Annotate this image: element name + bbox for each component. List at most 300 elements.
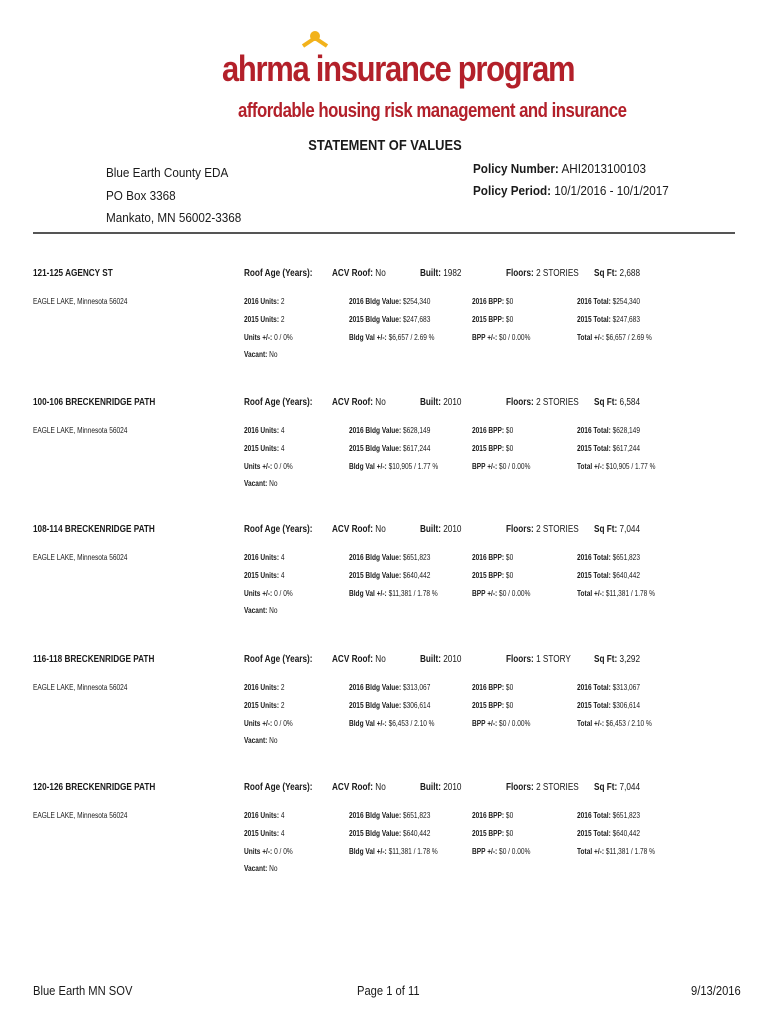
year-built [420, 524, 461, 535]
acv-roof [332, 397, 386, 408]
units-change-label: Units +/-: [244, 847, 273, 856]
units-2015-value: 4 [280, 444, 285, 453]
square-feet [594, 268, 640, 279]
acv-roof-value: No [375, 397, 386, 408]
bldg-value-change [349, 847, 438, 856]
policy-period: 10/1/2016 - 10/1/2017 [554, 183, 669, 198]
location-block [0, 397, 770, 523]
total-2015-value: $247,683 [612, 315, 640, 324]
bpp-2015-value: $0 [505, 444, 514, 453]
square-feet [594, 397, 640, 408]
logo-brand-text: ahrma insurance program [222, 48, 575, 89]
units-change [244, 333, 293, 342]
location-name-value: 120-126 BRECKENRIDGE PATH [33, 782, 156, 793]
bldg-value-change-label: Bldg Val +/-: [349, 589, 387, 598]
bpp-change-label: BPP +/-: [472, 719, 498, 728]
units-2015-label: 2015 Units: [244, 829, 280, 838]
insured-address-line2: Mankato, MN 56002-3368 [106, 210, 242, 225]
floors-label: Floors: [506, 524, 534, 535]
roof-age [244, 654, 312, 665]
location-block [0, 654, 770, 780]
total-2016-label: 2016 Total: [577, 683, 611, 692]
location-city-value: EAGLE LAKE, Minnesota 56024 [33, 297, 128, 306]
units-2016-value: 4 [280, 553, 285, 562]
units-2016-label: 2016 Units: [244, 297, 280, 306]
floors [506, 397, 579, 408]
total-change-label: Total +/-: [577, 333, 605, 342]
units-2016 [244, 426, 284, 435]
bpp-2015-value: $0 [505, 315, 514, 324]
bpp-change-value: $0 / 0.00% [499, 333, 531, 342]
bldg-value-2016-label: 2016 Bldg Value: [349, 553, 402, 562]
footer-document-name: Blue Earth MN SOV [33, 983, 133, 998]
acv-roof [332, 782, 386, 793]
bpp-2015 [472, 829, 513, 838]
roof-age [244, 782, 312, 793]
units-2015-value: 2 [280, 315, 285, 324]
location-name-value: 108-114 BRECKENRIDGE PATH [33, 524, 155, 535]
year-built-value: 2010 [443, 397, 462, 408]
location-name [33, 654, 154, 665]
acv-roof [332, 268, 386, 279]
bpp-2015 [472, 315, 513, 324]
bpp-change-value: $0 / 0.00% [499, 719, 531, 728]
bpp-2016-value: $0 [505, 426, 514, 435]
total-2016 [577, 297, 640, 306]
roof-age-label: Roof Age (Years): [244, 782, 313, 793]
total-2015 [577, 829, 640, 838]
bldg-value-2016 [349, 683, 430, 692]
bpp-change [472, 847, 530, 856]
bpp-2015 [472, 701, 513, 710]
header-divider [33, 232, 735, 234]
vacant-value: No [269, 736, 278, 745]
bldg-value-2015 [349, 571, 430, 580]
bpp-2016-label: 2016 BPP: [472, 426, 505, 435]
location-city-value: EAGLE LAKE, Minnesota 56024 [33, 683, 128, 692]
acv-roof-value: No [375, 268, 386, 279]
units-2015 [244, 571, 284, 580]
location-city-value: EAGLE LAKE, Minnesota 56024 [33, 426, 128, 435]
bldg-value-change-value: $11,381 / 1.78 % [388, 589, 438, 598]
roof-age [244, 524, 312, 535]
total-change-value: $6,657 / 2.69 % [605, 333, 652, 342]
bpp-2015-value: $0 [505, 701, 514, 710]
acv-roof-label: ACV Roof: [332, 268, 373, 279]
units-2015 [244, 315, 284, 324]
units-2015 [244, 829, 284, 838]
floors-value: 2 STORIES [536, 397, 579, 408]
bldg-value-2016 [349, 297, 430, 306]
total-2016-label: 2016 Total: [577, 811, 611, 820]
total-2016 [577, 426, 640, 435]
location-city [33, 811, 127, 820]
roof-age-label: Roof Age (Years): [244, 654, 313, 665]
bpp-change-label: BPP +/-: [472, 462, 498, 471]
bldg-value-change-value: $6,657 / 2.69 % [388, 333, 435, 342]
bpp-change-value: $0 / 0.00% [499, 847, 531, 856]
policy-period-row [473, 180, 669, 202]
total-2015-value: $640,442 [612, 571, 640, 580]
units-2016 [244, 297, 284, 306]
total-2015 [577, 315, 640, 324]
square-feet-label: Sq Ft: [594, 268, 618, 279]
total-2016-label: 2016 Total: [577, 553, 611, 562]
year-built-label: Built: [420, 397, 441, 408]
total-2015-label: 2015 Total: [577, 701, 611, 710]
floors-label: Floors: [506, 782, 534, 793]
units-change-value: 0 / 0% [274, 462, 293, 471]
square-feet-label: Sq Ft: [594, 397, 618, 408]
bpp-2015-label: 2015 BPP: [472, 829, 505, 838]
units-2016-value: 4 [280, 811, 285, 820]
location-city [33, 683, 127, 692]
bldg-value-2015-value: $306,614 [402, 701, 431, 710]
insured-name: Blue Earth County EDA [106, 165, 229, 180]
units-change [244, 589, 293, 598]
total-change-value: $10,905 / 1.77 % [605, 462, 656, 471]
location-name-value: 100-106 BRECKENRIDGE PATH [33, 397, 156, 408]
bpp-2015-label: 2015 BPP: [472, 444, 505, 453]
total-2016-label: 2016 Total: [577, 297, 611, 306]
floors-label: Floors: [506, 397, 534, 408]
location-block [0, 524, 770, 650]
bpp-2016 [472, 426, 513, 435]
square-feet-label: Sq Ft: [594, 524, 618, 535]
units-2016-label: 2016 Units: [244, 811, 280, 820]
square-feet-label: Sq Ft: [594, 654, 618, 665]
policy-number: AHI2013100103 [561, 161, 647, 176]
bldg-value-2015 [349, 829, 430, 838]
bpp-change [472, 589, 530, 598]
vacant-label: Vacant: [244, 479, 268, 488]
total-change-value: $6,453 / 2.10 % [605, 719, 652, 728]
policy-info [473, 158, 691, 202]
bpp-2016 [472, 297, 513, 306]
bldg-value-2015-label: 2015 Bldg Value: [349, 571, 402, 580]
location-name [33, 268, 113, 279]
year-built-value: 2010 [443, 654, 462, 665]
total-2015 [577, 701, 640, 710]
bldg-value-2016-label: 2016 Bldg Value: [349, 683, 402, 692]
vacant [244, 479, 278, 488]
units-2015-value: 2 [280, 701, 285, 710]
bldg-value-2015-value: $617,244 [402, 444, 431, 453]
total-2015-label: 2015 Total: [577, 829, 611, 838]
bpp-2016-value: $0 [505, 811, 514, 820]
location-city-value: EAGLE LAKE, Minnesota 56024 [33, 811, 128, 820]
ahrma-logo [222, 30, 627, 126]
bpp-change [472, 462, 530, 471]
total-2015 [577, 571, 640, 580]
units-change-label: Units +/-: [244, 333, 273, 342]
square-feet [594, 524, 640, 535]
year-built-label: Built: [420, 782, 441, 793]
bpp-2016-value: $0 [505, 553, 514, 562]
total-2015-label: 2015 Total: [577, 315, 611, 324]
bldg-value-2015-label: 2015 Bldg Value: [349, 444, 402, 453]
location-name-value: 116-118 BRECKENRIDGE PATH [33, 654, 155, 665]
bldg-value-change-label: Bldg Val +/-: [349, 333, 387, 342]
square-feet-value: 3,292 [619, 654, 641, 665]
units-2016-value: 4 [280, 426, 285, 435]
vacant-value: No [269, 606, 278, 615]
year-built-value: 2010 [443, 782, 462, 793]
bldg-value-2016 [349, 553, 430, 562]
bpp-2016-label: 2016 BPP: [472, 297, 505, 306]
vacant-value: No [269, 350, 278, 359]
year-built-label: Built: [420, 654, 441, 665]
insured-address-line1: PO Box 3368 [106, 187, 176, 203]
bldg-value-2015-label: 2015 Bldg Value: [349, 315, 402, 324]
total-2015-label: 2015 Total: [577, 444, 611, 453]
bldg-value-2015-label: 2015 Bldg Value: [349, 829, 402, 838]
total-change [577, 847, 655, 856]
bldg-value-change-label: Bldg Val +/-: [349, 462, 387, 471]
location-city-value: EAGLE LAKE, Minnesota 56024 [33, 553, 128, 562]
total-change-value: $11,381 / 1.78 % [605, 589, 655, 598]
units-change-value: 0 / 0% [274, 719, 293, 728]
roof-age [244, 268, 312, 279]
year-built [420, 268, 461, 279]
location-name-value: 121-125 AGENCY ST [33, 268, 113, 279]
roof-age-label: Roof Age (Years): [244, 524, 313, 535]
bldg-value-change-value: $6,453 / 2.10 % [388, 719, 435, 728]
units-2016-label: 2016 Units: [244, 683, 280, 692]
house-figure-icon [300, 30, 330, 70]
bldg-value-2015-value: $640,442 [402, 829, 431, 838]
total-2016 [577, 811, 640, 820]
policy-number-label: Policy Number: [473, 161, 559, 176]
units-2015-label: 2015 Units: [244, 701, 280, 710]
square-feet-value: 6,584 [619, 397, 641, 408]
vacant [244, 606, 278, 615]
units-2016-label: 2016 Units: [244, 426, 280, 435]
year-built [420, 654, 461, 665]
bpp-change-value: $0 / 0.00% [499, 462, 531, 471]
units-2016-value: 2 [280, 297, 285, 306]
bldg-value-2015-value: $247,683 [402, 315, 431, 324]
total-change-label: Total +/-: [577, 462, 605, 471]
units-change [244, 462, 293, 471]
units-change-value: 0 / 0% [274, 847, 293, 856]
footer-page-number: Page 1 of 11 [357, 983, 420, 998]
units-2016 [244, 811, 284, 820]
units-2015-label: 2015 Units: [244, 315, 280, 324]
bldg-value-change [349, 462, 438, 471]
bldg-value-2016 [349, 811, 430, 820]
total-change-label: Total +/-: [577, 847, 605, 856]
policy-number-row [473, 158, 669, 180]
acv-roof-value: No [375, 782, 386, 793]
square-feet [594, 654, 640, 665]
bpp-2015-label: 2015 BPP: [472, 315, 505, 324]
vacant [244, 350, 278, 359]
bldg-value-2016-value: $651,823 [402, 811, 431, 820]
bldg-value-change-value: $11,381 / 1.78 % [388, 847, 438, 856]
bpp-2016 [472, 811, 513, 820]
units-2015 [244, 444, 284, 453]
units-2016 [244, 553, 284, 562]
page-title: STATEMENT OF VALUES [308, 137, 462, 154]
bldg-value-change-label: Bldg Val +/-: [349, 847, 387, 856]
square-feet-label: Sq Ft: [594, 782, 618, 793]
units-2015-label: 2015 Units: [244, 444, 280, 453]
bldg-value-change [349, 589, 438, 598]
bldg-value-2015 [349, 315, 430, 324]
floors [506, 654, 571, 665]
bldg-value-2016-label: 2016 Bldg Value: [349, 811, 402, 820]
floors-label: Floors: [506, 268, 534, 279]
bldg-value-change-label: Bldg Val +/-: [349, 719, 387, 728]
roof-age [244, 397, 312, 408]
total-2015-value: $640,442 [612, 829, 640, 838]
bpp-2016-label: 2016 BPP: [472, 683, 505, 692]
total-change-label: Total +/-: [577, 589, 605, 598]
bldg-value-2015 [349, 701, 430, 710]
square-feet-value: 7,044 [619, 782, 641, 793]
bldg-value-change-value: $10,905 / 1.77 % [388, 462, 439, 471]
location-block [0, 268, 770, 394]
year-built [420, 782, 461, 793]
insured-address [106, 162, 256, 230]
total-2016-value: $651,823 [612, 553, 640, 562]
year-built-label: Built: [420, 268, 441, 279]
total-2015-value: $617,244 [612, 444, 640, 453]
bldg-value-2016-value: $628,149 [402, 426, 431, 435]
bpp-change [472, 333, 530, 342]
year-built-label: Built: [420, 524, 441, 535]
location-name [33, 782, 155, 793]
square-feet-value: 7,044 [619, 524, 641, 535]
vacant-value: No [269, 864, 278, 873]
floors-value: 2 STORIES [536, 524, 579, 535]
units-2016 [244, 683, 284, 692]
vacant [244, 864, 278, 873]
units-change-label: Units +/-: [244, 462, 273, 471]
bldg-value-2016-value: $313,067 [402, 683, 431, 692]
floors-label: Floors: [506, 654, 534, 665]
acv-roof [332, 524, 386, 535]
acv-roof-value: No [375, 654, 386, 665]
total-2016-value: $651,823 [612, 811, 640, 820]
bpp-change-label: BPP +/-: [472, 847, 498, 856]
location-name [33, 397, 155, 408]
total-change [577, 589, 655, 598]
units-change-value: 0 / 0% [274, 589, 293, 598]
location-city [33, 426, 127, 435]
bpp-2016-value: $0 [505, 683, 514, 692]
units-2015 [244, 701, 284, 710]
total-change [577, 719, 652, 728]
floors-value: 1 STORY [536, 654, 571, 665]
roof-age-label: Roof Age (Years): [244, 268, 313, 279]
bpp-2015-value: $0 [505, 829, 514, 838]
policy-period-label: Policy Period: [473, 183, 552, 198]
bpp-2016 [472, 553, 513, 562]
year-built-value: 2010 [443, 524, 462, 535]
square-feet-value: 2,688 [619, 268, 641, 279]
bpp-change-value: $0 / 0.00% [499, 589, 531, 598]
bldg-value-2015 [349, 444, 430, 453]
location-city [33, 553, 127, 562]
bpp-2015-value: $0 [505, 571, 514, 580]
total-2016 [577, 683, 640, 692]
total-change-label: Total +/-: [577, 719, 605, 728]
bpp-change-label: BPP +/-: [472, 589, 498, 598]
bpp-change [472, 719, 530, 728]
location-block [0, 782, 770, 908]
bpp-2015-label: 2015 BPP: [472, 571, 505, 580]
units-2015-value: 4 [280, 571, 285, 580]
units-change [244, 719, 293, 728]
vacant-label: Vacant: [244, 864, 268, 873]
total-2016-label: 2016 Total: [577, 426, 611, 435]
acv-roof-label: ACV Roof: [332, 397, 373, 408]
location-name [33, 524, 155, 535]
units-2015-value: 4 [280, 829, 285, 838]
bpp-2015 [472, 444, 513, 453]
year-built [420, 397, 461, 408]
acv-roof-value: No [375, 524, 386, 535]
acv-roof-label: ACV Roof: [332, 654, 373, 665]
bpp-2015 [472, 571, 513, 580]
bpp-change-label: BPP +/-: [472, 333, 498, 342]
bldg-value-2015-label: 2015 Bldg Value: [349, 701, 402, 710]
total-2015-value: $306,614 [612, 701, 640, 710]
acv-roof-label: ACV Roof: [332, 782, 373, 793]
total-2016 [577, 553, 640, 562]
units-change-value: 0 / 0% [274, 333, 293, 342]
vacant-value: No [269, 479, 278, 488]
bldg-value-2015-value: $640,442 [402, 571, 431, 580]
bpp-2016 [472, 683, 513, 692]
bpp-2016-label: 2016 BPP: [472, 553, 505, 562]
units-change [244, 847, 293, 856]
footer-date: 9/13/2016 [691, 983, 741, 998]
floors-value: 2 STORIES [536, 268, 579, 279]
bpp-2016-label: 2016 BPP: [472, 811, 505, 820]
floors [506, 524, 579, 535]
bldg-value-2016-label: 2016 Bldg Value: [349, 426, 402, 435]
roof-age-label: Roof Age (Years): [244, 397, 313, 408]
total-2016-value: $254,340 [612, 297, 640, 306]
bpp-2016-value: $0 [505, 297, 514, 306]
bpp-2015-label: 2015 BPP: [472, 701, 505, 710]
bldg-value-2016 [349, 426, 430, 435]
floors [506, 782, 579, 793]
total-change-value: $11,381 / 1.78 % [605, 847, 655, 856]
units-2015-label: 2015 Units: [244, 571, 280, 580]
bldg-value-change [349, 719, 435, 728]
total-2015 [577, 444, 640, 453]
units-2016-label: 2016 Units: [244, 553, 280, 562]
vacant-label: Vacant: [244, 606, 268, 615]
location-city [33, 297, 127, 306]
vacant [244, 736, 278, 745]
total-2016-value: $628,149 [612, 426, 640, 435]
units-change-label: Units +/-: [244, 719, 273, 728]
units-2016-value: 2 [280, 683, 285, 692]
vacant-label: Vacant: [244, 736, 268, 745]
acv-roof-label: ACV Roof: [332, 524, 373, 535]
vacant-label: Vacant: [244, 350, 268, 359]
floors-value: 2 STORIES [536, 782, 579, 793]
units-change-label: Units +/-: [244, 589, 273, 598]
acv-roof [332, 654, 386, 665]
bldg-value-change [349, 333, 435, 342]
total-change [577, 462, 655, 471]
